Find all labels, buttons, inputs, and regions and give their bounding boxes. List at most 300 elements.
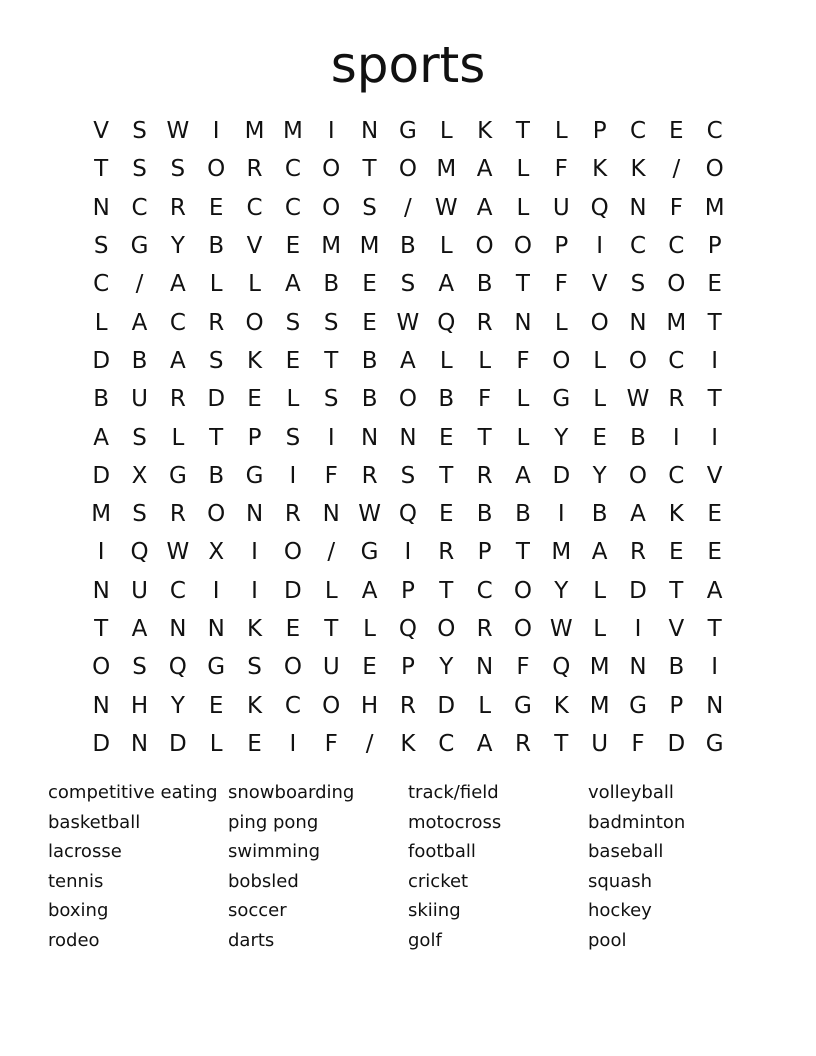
word-list-item: soccer — [228, 900, 287, 922]
grid-row — [82, 342, 734, 380]
grid-letter: T — [554, 730, 569, 757]
word-list-item: hockey — [588, 900, 652, 922]
grid-letter: S — [400, 271, 416, 298]
grid-letter: L — [516, 156, 530, 183]
grid-letter: E — [669, 118, 684, 145]
grid-letter: R — [514, 730, 531, 757]
grid-letter: D — [629, 577, 647, 604]
grid-letter: A — [515, 462, 531, 489]
grid-letter: A — [361, 577, 378, 604]
word-list-item: basketball — [48, 811, 141, 833]
grid-letter: K — [247, 616, 263, 642]
grid-letter: N — [92, 194, 110, 221]
grid-letter: W — [626, 386, 650, 413]
grid-letter: P — [554, 233, 569, 260]
grid-letter: S — [132, 118, 147, 145]
word-list-column — [588, 778, 768, 956]
grid-letter: A — [476, 194, 493, 221]
grid-letter: B — [208, 462, 225, 489]
grid-letter: D — [92, 462, 111, 489]
grid-letter: R — [476, 309, 493, 336]
grid-letter: I — [672, 424, 680, 451]
grid-letter: Y — [170, 692, 185, 719]
word-list-item: baseball — [588, 841, 664, 863]
grid-letter: O — [513, 577, 532, 604]
grid-letter: I — [596, 233, 604, 260]
grid-letter: P — [247, 424, 262, 451]
grid-letter: A — [476, 730, 493, 757]
grid-letter: R — [246, 156, 263, 183]
grid-letter: C — [284, 692, 301, 719]
grid-row — [82, 533, 734, 571]
grid-letter: L — [248, 271, 261, 298]
grid-letter: S — [208, 347, 224, 374]
grid-letter: T — [515, 539, 530, 566]
grid-letter: B — [323, 271, 340, 298]
grid-letter: L — [439, 233, 453, 260]
grid-letter: E — [707, 271, 722, 298]
grid-letter: E — [669, 539, 684, 566]
grid-letter: I — [289, 730, 297, 757]
grid-letter: D — [169, 730, 187, 757]
grid-letter: V — [591, 271, 608, 298]
grid-letter: K — [668, 501, 684, 528]
grid-letter: R — [169, 194, 186, 221]
grid-letter: T — [515, 271, 530, 298]
grid-row — [82, 572, 734, 610]
grid-letter: P — [669, 692, 684, 719]
grid-letter: P — [477, 539, 492, 566]
grid-letter: E — [438, 424, 454, 451]
grid-letter: X — [131, 462, 148, 489]
grid-letter: T — [439, 462, 454, 489]
grid-letter: O — [322, 194, 341, 221]
grid-letter: Y — [554, 577, 569, 604]
grid-letter: I — [327, 424, 335, 451]
grid-letter: A — [93, 424, 110, 451]
grid-letter: Q — [398, 501, 417, 528]
grid-letter: S — [323, 386, 339, 413]
grid-letter: K — [553, 692, 569, 719]
grid-letter: E — [362, 654, 377, 681]
grid-letter: C — [668, 233, 685, 260]
grid-letter: R — [438, 539, 455, 566]
grid-letter: M — [436, 156, 457, 183]
grid-letter: L — [516, 194, 530, 221]
grid-letter: M — [282, 118, 303, 145]
word-list-item: track/field — [408, 782, 499, 803]
grid-letter: O — [513, 616, 532, 642]
grid-letter: I — [97, 539, 105, 566]
grid-letter: K — [630, 156, 646, 183]
word-list-item: boxing — [48, 900, 109, 922]
grid-letter: C — [629, 233, 647, 260]
grid-letter: L — [593, 386, 607, 413]
grid-letter: / — [135, 271, 144, 298]
grid-letter: V — [668, 616, 685, 642]
page-title: sports — [330, 36, 486, 94]
grid-letter: T — [209, 424, 224, 451]
grid-letter: F — [554, 271, 568, 298]
grid-letter: C — [629, 118, 647, 145]
grid-letter: M — [666, 309, 687, 336]
grid-letter: Q — [552, 654, 571, 681]
grid-letter: Q — [590, 194, 609, 221]
word-search-grid — [82, 112, 734, 763]
grid-letter: R — [668, 386, 685, 413]
grid-letter: / — [404, 194, 412, 221]
grid-letter: G — [207, 654, 226, 681]
grid-letter: S — [285, 309, 301, 336]
grid-letter: L — [363, 616, 376, 642]
grid-letter: Y — [554, 424, 569, 451]
grid-letter: W — [549, 616, 573, 642]
grid-letter: T — [477, 424, 492, 451]
word-list-item: cricket — [408, 870, 469, 892]
grid-letter: Y — [439, 654, 454, 681]
grid-letter: V — [93, 118, 110, 145]
grid-letter: K — [400, 730, 416, 757]
grid-letter: B — [131, 347, 148, 374]
grid-letter: S — [132, 424, 147, 451]
grid-letter: O — [322, 692, 341, 719]
grid-letter: C — [668, 347, 685, 374]
grid-letter: I — [327, 118, 335, 145]
grid-letter: D — [667, 730, 686, 757]
grid-letter: B — [400, 233, 416, 260]
word-list-item: badminton — [588, 811, 686, 833]
grid-letter: V — [246, 233, 263, 260]
grid-letter: N — [476, 654, 494, 681]
grid-letter: O — [628, 462, 648, 489]
word-list-item: motocross — [408, 811, 502, 833]
grid-letter: L — [593, 616, 607, 642]
grid-letter: M — [551, 539, 572, 566]
grid-letter: K — [592, 156, 608, 183]
grid-letter: W — [166, 118, 190, 145]
grid-row — [82, 112, 734, 150]
grid-letter: O — [322, 156, 341, 183]
grid-letter: H — [360, 692, 379, 719]
grid-letter: D — [207, 386, 226, 413]
grid-letter: B — [668, 654, 685, 681]
grid-letter: N — [360, 424, 379, 451]
grid-letter: A — [706, 577, 723, 604]
grid-letter: I — [404, 539, 412, 566]
grid-letter: P — [707, 233, 722, 260]
grid-letter: F — [631, 730, 645, 757]
word-list-item: volleyball — [588, 782, 674, 803]
grid-letter: T — [515, 118, 530, 145]
grid-letter: A — [400, 347, 416, 374]
grid-letter: T — [94, 616, 109, 642]
grid-letter: L — [516, 424, 530, 451]
grid-letter: I — [251, 577, 258, 604]
grid-letter: M — [91, 501, 112, 528]
grid-letter: S — [400, 462, 416, 489]
grid-letter: R — [284, 501, 301, 528]
grid-letter: O — [398, 386, 417, 413]
grid-letter: M — [321, 233, 342, 260]
word-list-item: ping pong — [228, 811, 319, 833]
grid-letter: A — [591, 539, 608, 566]
grid-letter: A — [169, 347, 186, 374]
grid-letter: P — [400, 654, 415, 681]
grid-letter: D — [284, 577, 302, 604]
grid-letter: I — [289, 462, 297, 489]
grid-row — [82, 189, 734, 227]
grid-letter: R — [476, 462, 493, 489]
grid-letter: E — [208, 692, 224, 719]
word-list-item: rodeo — [48, 929, 100, 951]
grid-letter: R — [169, 501, 186, 528]
grid-row — [82, 303, 734, 341]
grid-letter: M — [589, 654, 610, 681]
grid-letter: L — [209, 730, 223, 757]
grid-letter: U — [322, 654, 340, 681]
grid-letter: G — [399, 118, 417, 145]
grid-letter: T — [94, 156, 109, 183]
grid-letter: A — [131, 616, 148, 642]
grid-letter: C — [668, 462, 685, 489]
grid-letter: T — [707, 616, 722, 642]
grid-letter: F — [669, 194, 683, 221]
grid-letter: N — [629, 194, 647, 221]
grid-letter: C — [706, 118, 723, 145]
grid-letter: L — [478, 347, 492, 374]
grid-letter: A — [476, 156, 493, 183]
word-list-item: football — [408, 841, 476, 863]
word-list — [48, 778, 788, 956]
grid-letter: O — [437, 616, 456, 642]
grid-row — [82, 265, 734, 303]
grid-letter: I — [711, 424, 719, 451]
grid-letter: B — [438, 386, 455, 413]
grid-letter: N — [706, 692, 724, 719]
grid-letter: L — [324, 577, 338, 604]
grid-letter: S — [323, 309, 339, 336]
grid-row — [82, 457, 734, 495]
grid-letter: C — [169, 577, 186, 604]
grid-letter: N — [514, 309, 532, 336]
grid-letter: K — [477, 118, 493, 145]
grid-letter: G — [168, 462, 187, 489]
grid-letter: U — [131, 386, 148, 413]
grid-letter: Q — [168, 654, 187, 681]
grid-letter: E — [362, 309, 377, 336]
grid-letter: O — [283, 654, 302, 681]
grid-letter: B — [476, 271, 493, 298]
grid-letter: V — [706, 462, 723, 489]
grid-letter: M — [359, 233, 380, 260]
grid-letter: N — [629, 309, 647, 336]
grid-letter: R — [476, 616, 493, 642]
grid-letter: M — [589, 692, 610, 719]
grid-letter: G — [629, 692, 647, 719]
grid-letter: N — [322, 501, 340, 528]
grid-letter: O — [398, 156, 417, 183]
grid-letter: Q — [130, 539, 149, 566]
grid-letter: / — [327, 539, 336, 566]
grid-letter: U — [131, 577, 148, 604]
grid-letter: E — [285, 233, 301, 260]
grid-letter: B — [591, 501, 608, 528]
grid-letter: B — [208, 233, 225, 260]
grid-letter: C — [93, 271, 110, 298]
grid-letter: R — [629, 539, 646, 566]
grid-row — [82, 495, 734, 533]
grid-letter: F — [324, 730, 338, 757]
grid-letter: C — [131, 194, 148, 221]
word-list-item: bobsled — [228, 870, 299, 892]
grid-row — [82, 648, 734, 686]
grid-letter: B — [476, 501, 493, 528]
grid-letter: F — [324, 462, 338, 489]
grid-letter: S — [132, 654, 147, 681]
grid-letter: E — [247, 730, 262, 757]
grid-letter: L — [516, 386, 530, 413]
grid-letter: I — [557, 501, 565, 528]
grid-letter: B — [515, 501, 531, 528]
grid-letter: G — [705, 730, 724, 757]
grid-letter: F — [477, 386, 492, 413]
grid-letter: M — [244, 118, 265, 145]
grid-letter: B — [361, 347, 378, 374]
word-list-item: pool — [588, 929, 627, 951]
grid-letter: O — [245, 309, 264, 336]
grid-letter: T — [707, 386, 722, 413]
grid-letter: C — [438, 730, 455, 757]
grid-letter: I — [212, 577, 220, 604]
grid-letter: I — [711, 347, 719, 374]
grid-letter: O — [475, 233, 494, 260]
word-list-item: tennis — [48, 870, 104, 892]
grid-letter: A — [285, 271, 301, 298]
grid-letter: L — [286, 386, 300, 413]
grid-letter: L — [439, 347, 453, 374]
grid-letter: T — [324, 347, 339, 374]
grid-letter: S — [285, 424, 301, 451]
word-list-item: squash — [588, 870, 653, 892]
grid-row — [82, 610, 734, 648]
word-list-column — [228, 778, 408, 956]
word-list-item: golf — [408, 929, 442, 951]
grid-letter: L — [171, 424, 185, 451]
grid-letter: S — [247, 654, 262, 681]
grid-letter: N — [360, 118, 379, 145]
grid-letter: U — [552, 194, 570, 221]
grid-letter: Q — [398, 616, 417, 642]
grid-letter: G — [360, 539, 379, 566]
grid-letter: Y — [592, 462, 607, 489]
grid-row — [82, 418, 734, 456]
grid-letter: W — [166, 539, 190, 566]
grid-letter: B — [361, 386, 378, 413]
word-list-item: darts — [228, 929, 275, 951]
grid-letter: O — [92, 654, 111, 681]
grid-row — [82, 725, 734, 763]
grid-letter: / — [365, 730, 374, 757]
grid-letter: F — [516, 654, 530, 681]
grid-letter: G — [514, 692, 532, 719]
grid-letter: O — [705, 156, 724, 183]
grid-letter: R — [169, 386, 186, 413]
grid-letter: N — [245, 501, 264, 528]
grid-letter: L — [554, 118, 568, 145]
grid-letter: C — [246, 194, 263, 221]
grid-letter: E — [247, 386, 262, 413]
grid-letter: L — [209, 271, 223, 298]
grid-letter: B — [630, 424, 646, 451]
grid-letter: N — [92, 692, 110, 719]
grid-letter: C — [284, 156, 301, 183]
grid-letter: L — [478, 692, 492, 719]
grid-letter: L — [593, 577, 607, 604]
grid-letter: Q — [437, 309, 456, 336]
grid-letter: M — [704, 194, 725, 221]
grid-row — [82, 380, 734, 418]
grid-letter: S — [93, 233, 109, 260]
grid-letter: / — [672, 156, 681, 183]
grid-letter: O — [207, 501, 226, 528]
grid-letter: X — [208, 539, 225, 566]
grid-letter: I — [212, 118, 220, 145]
grid-letter: A — [169, 271, 186, 298]
grid-letter: T — [669, 577, 684, 604]
grid-letter: C — [476, 577, 493, 604]
grid-letter: T — [362, 156, 377, 183]
grid-letter: O — [552, 347, 571, 374]
grid-letter: G — [552, 386, 571, 413]
grid-letter: P — [400, 577, 415, 604]
word-list-column — [48, 778, 228, 956]
grid-letter: U — [591, 730, 609, 757]
grid-row — [82, 227, 734, 265]
grid-letter: N — [92, 577, 110, 604]
word-list-item: lacrosse — [48, 841, 122, 863]
grid-letter: F — [554, 156, 568, 183]
grid-letter: S — [170, 156, 186, 183]
grid-letter: E — [707, 539, 722, 566]
grid-letter: A — [630, 501, 646, 528]
grid-letter: N — [399, 424, 417, 451]
grid-letter: N — [169, 616, 187, 642]
grid-letter: T — [707, 309, 722, 336]
grid-letter: E — [438, 501, 454, 528]
word-list-item: skiing — [408, 900, 461, 922]
grid-letter: E — [592, 424, 607, 451]
grid-letter: E — [285, 616, 301, 642]
grid-letter: R — [361, 462, 378, 489]
grid-letter: B — [93, 386, 110, 413]
grid-letter: L — [439, 118, 453, 145]
grid-letter: W — [358, 501, 381, 528]
grid-letter: N — [207, 616, 225, 642]
grid-letter: O — [667, 271, 686, 298]
grid-letter: W — [434, 194, 458, 221]
grid-letter: W — [396, 309, 420, 336]
grid-letter: E — [285, 347, 301, 374]
word-list-item: competitive eating — [48, 782, 218, 803]
grid-letter: E — [707, 501, 722, 528]
grid-letter: T — [324, 616, 339, 642]
grid-letter: O — [207, 156, 226, 183]
grid-letter: G — [245, 462, 264, 489]
grid-letter: O — [628, 347, 648, 374]
grid-letter: P — [592, 118, 607, 145]
grid-letter: D — [92, 347, 111, 374]
grid-letter: R — [208, 309, 225, 336]
